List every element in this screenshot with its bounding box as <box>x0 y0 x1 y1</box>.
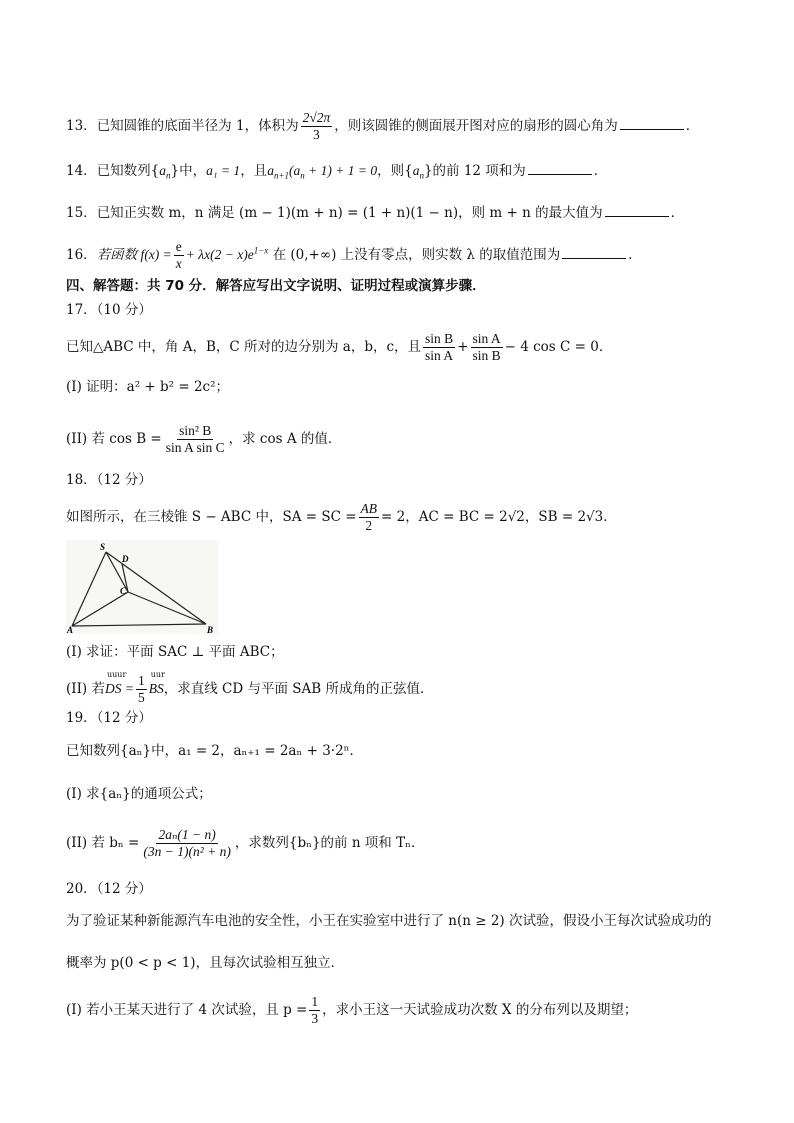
question-text: ，则{ <box>377 163 413 179</box>
question-text: 已知正实数 m，n 满足 (m − 1)(m + n) = (1 + n)(1 − n)，则 m + n 的最大值为 <box>96 205 603 221</box>
question-text: }中， <box>170 163 207 179</box>
section-heading: 四、解答题：共 70 分．解答应写出文字说明、证明过程或演算步骤． <box>66 278 486 294</box>
condition: + 1) + 1 = 0 <box>304 163 378 178</box>
sequence-symbol: a <box>412 163 420 178</box>
fraction <box>471 332 503 363</box>
question-text: }的前 12 项和为 <box>423 163 526 179</box>
question-text: ，求小王这一天试验成功次数 X 的分布列以及期望； <box>322 1002 638 1019</box>
question-text: ，求直线 CD 与平面 SAB 所成角的正弦值． <box>163 681 434 698</box>
question-text: 在 (0,+∞) 上没有零点，则实数 λ 的取值范围为 <box>268 247 561 264</box>
question-17-header: 17．（10 分） <box>66 302 152 318</box>
question-17-part2 <box>66 424 341 455</box>
frac-numerator: 1 <box>136 674 147 690</box>
frac-denominator: sin A sin C <box>165 440 225 456</box>
period: ． <box>670 205 685 221</box>
fraction <box>164 424 227 455</box>
fraction <box>309 995 320 1026</box>
frac-denominator: 3 <box>311 1011 319 1027</box>
question-14: 14．已知数列$\{a_n\}$中，a₁ = 1，且$a_{n+1}(a_n + 1) + 1 = 0$，则$\{a_n\}$的前 12 项和为 ． <box>66 163 608 181</box>
frac-numerator: 2√2π <box>301 111 333 127</box>
question-text: 如图所示，在三棱锥 S − ABC 中，SA = SC = <box>66 509 357 526</box>
question-text: (II) 若 cos B = <box>66 431 162 448</box>
question-text: 已知圆锥的底面半径为 1，体积为 <box>96 118 299 135</box>
question-18-stem <box>66 502 617 533</box>
question-text: ，求 cos A 的值． <box>228 431 342 448</box>
pyramid-figure <box>66 540 218 634</box>
question-13 <box>66 111 699 142</box>
period: ． <box>593 163 608 179</box>
fraction <box>136 674 147 705</box>
question-text: ，且 <box>240 163 268 179</box>
frac-numerator: sin A <box>471 332 503 348</box>
condition: a₁ = 1 <box>206 163 241 178</box>
label-D: D <box>122 554 129 564</box>
label-C: C <box>120 586 127 596</box>
question-18-header: 18．（12 分） <box>66 472 152 488</box>
question-text: − 4 cos C = 0． <box>504 339 613 356</box>
question-text: + λx(2 − x)e <box>185 247 254 263</box>
frac-numerator: e <box>174 240 184 256</box>
frac-numerator: sin² B <box>177 424 213 440</box>
frac-numerator: sin B <box>423 332 455 348</box>
question-20-header: 20．（12 分） <box>66 881 152 897</box>
question-number: 13． <box>66 118 97 135</box>
question-20-stem-1: 为了验证某种新能源汽车电池的安全性，小王在实验室中进行了 n(n ≥ 2) 次试验，假设小王每次试验成功的 <box>66 913 712 929</box>
question-text: 若函数 f(x) = <box>96 247 172 263</box>
frac-numerator: 2aₙ(1 − n) <box>156 828 217 844</box>
frac-denominator: sin A <box>425 348 454 364</box>
answer-blank[interactable] <box>605 204 669 217</box>
frac-denominator: (3n − 1)(n² + n) <box>143 844 231 860</box>
fraction <box>141 828 233 859</box>
fraction <box>301 111 333 142</box>
sequence-symbol: a <box>159 163 167 178</box>
question-text: ，则该圆锥的侧面展开图对应的扇形的圆心角为 <box>334 118 618 135</box>
period: ． <box>628 247 642 264</box>
answer-blank[interactable] <box>562 246 626 259</box>
vector-arrow: uur <box>150 670 165 680</box>
frac-denominator: sin B <box>472 348 501 364</box>
fraction <box>423 332 455 363</box>
answer-blank[interactable] <box>620 117 684 130</box>
label-B: B <box>207 625 214 634</box>
vector-DS: DS = <box>105 681 134 697</box>
frac-denominator: 3 <box>313 127 320 143</box>
frac-numerator: AB <box>359 502 380 518</box>
question-number: 15． <box>66 205 97 221</box>
answer-blank[interactable] <box>528 162 592 175</box>
condition: (a <box>289 163 301 178</box>
exponent: 1−x <box>253 245 269 256</box>
question-number: 16． <box>66 247 97 264</box>
question-text: (II) 若 bₙ = <box>66 835 140 852</box>
question-18-part1: (I) 求证：平面 SAC ⊥ 平面 ABC； <box>66 644 284 660</box>
label-A: A <box>67 625 74 634</box>
question-text: (II) 若 <box>66 681 105 698</box>
condition: a <box>267 163 274 178</box>
question-number: 14． <box>66 163 97 179</box>
frac-numerator: 1 <box>309 995 320 1011</box>
question-19-header: 19．（12 分） <box>66 710 152 726</box>
frac-denominator: 2 <box>365 518 373 534</box>
question-15 <box>66 204 684 221</box>
question-text: = 2，AC = BC = 2√2，SB = 2√3． <box>381 509 617 526</box>
fraction <box>174 240 184 271</box>
question-18-part2 <box>66 670 434 706</box>
frac-denominator: x <box>175 256 182 272</box>
question-19-part1: (I) 求{aₙ}的通项公式； <box>66 786 212 802</box>
vector-arrow: uuur <box>107 670 127 680</box>
question-20-part1 <box>66 995 637 1026</box>
fraction <box>359 502 380 533</box>
period: ． <box>685 118 700 135</box>
question-20-stem-2: 概率为 p(0 < p < 1)，且每次试验相互独立． <box>66 955 345 971</box>
question-19-part2 <box>66 828 424 859</box>
question-text: (I) 若小王某天进行了 4 次试验，且 p = <box>66 1002 308 1019</box>
question-17-part1: (I) 证明：a² + b² = 2c²； <box>66 379 230 395</box>
question-text: 已知数列{ <box>96 163 160 179</box>
frac-denominator: 5 <box>137 690 145 706</box>
question-text: 已知△ABC 中，角 A，B，C 所对的边分别为 a，b，c，且 <box>66 339 422 356</box>
question-16 <box>66 240 642 271</box>
vector-BS: BS <box>148 681 164 697</box>
question-17-stem <box>66 332 612 363</box>
question-19-stem: 已知数列{aₙ}中，a₁ = 2，aₙ₊₁ = 2aₙ + 3·2ⁿ． <box>66 743 364 759</box>
operator: + <box>457 339 469 356</box>
label-S: S <box>100 542 106 552</box>
question-text: ，求数列{bₙ}的前 n 项和 Tₙ． <box>234 835 425 852</box>
